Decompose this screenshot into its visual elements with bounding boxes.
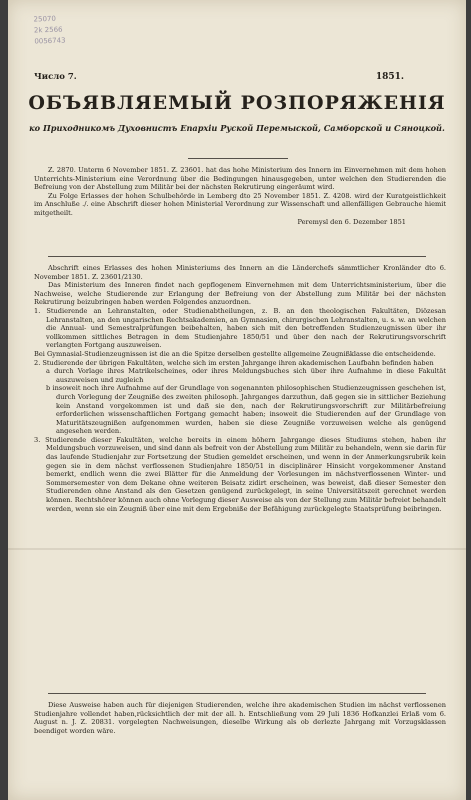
copy-paragraph: Das Ministerium des Inneren findet nach gepflogenem Einvernehmen mit dem Unterrichtsministerium, über die Nachweise, welche Studierende zur Erlangung der Befreiung von der Abstellung zum Militär bei der nächsten Rekrutirung beizubringen haben werden Folgendes anzuordnen.: [34, 281, 446, 307]
decree-paragraph: Z. 2870. Unterm 6 November 1851. Z. 23601. hat das hohe Ministerium des Innern im Einvernehmen mit dem hohen Unterrichts-Ministerium eine Verordnung über die Bedingungen hinausgegeben, unter welchen den Studierenden die Befreiung von der Abstellung zum Militär bei der nächsten Rekrutirung eingeräumt wird.: [34, 166, 446, 192]
decree-paragraph: Zu Folge Erlasses der hohen Schulbehörde in Lemberg dto 25 November 1851. Z. 4208. wird der Kuratgeistlichkeit im Anschluße ./. eine Abschrift dieser hohen Ministerial Verordnung zur Wissenschaft und allenfälligen Gebrauche hiemit mitgetheilt.: [34, 191, 446, 217]
document-subtitle: ко Приходникомъ Духовнистъ Епархiи Руской Перемыской, Самборской и Сяноцкой.: [29, 123, 445, 133]
sub-item: a durch Vorlage ihres Matrikelscheines, oder ihres Meldungsbuches sich über ihre Aufnahme in diese Fakultät auszuweisen und zugleich: [46, 367, 446, 384]
document-title: ОБЪЯВЛЯЕМЫЙ РОЗПОРЯЖЕНІЯ: [28, 92, 446, 114]
issue-year: 1851.: [375, 72, 404, 82]
list-item-continuation: Bei Gymnasial-Studienzeugnissen ist die an die Spitze derselben gestellte allgemeine Zeugnißklasse die entscheidende.: [34, 349, 436, 358]
divider: [188, 158, 288, 159]
list-item: 3. Studierende dieser Fakultäten, welche bereits in einem höhern Jahrgange dieses Studiums stehen, haben ihr Meldungsbuch vorzuweisen, und sind dann als befreit von der Abstellung zum Militär zu behandeln, wenn sie darin für das laufende Studienjahr zur Fortsetzung der Studien gemeldet erscheinen, und wenn in der Anmerkungsrubrik kein gegen sie in dem nächst verflossenen Studienjahre 1850/51 in disciplinärer Hinsicht vorgekommener Anstand bemerkt, endlich wenn die zwei Blätter für die Anmeldung der Vorlesungen im nächstverflossenen Winter- und Sommersemester von dem Dekane ohne weiteren Beisatz zidirt erscheinen, was beweist, daß dieser Semester den Studierenden ohne Anstand als den Gesetzen genügend zurückgelegt, in seine Universitätszeit gerechnet werden können. Rechtshörer können auch ohne Vorlegung dieser Ausweise als von der Stellung zum Militär befreiet behandelt werden, wenn sie ein Zeugniß über eine mit dem Ergebniße der Befähigung zurückgelegte Staatsprüfung beibringen.: [34, 435, 446, 513]
document-page: [8, 0, 466, 800]
archive-mark: 0056743: [34, 36, 66, 46]
copy-section: [34, 264, 446, 513]
decree-signature: Peremysl den 6. Dezember 1851: [297, 217, 406, 226]
copy-intro: Abschrift eines Erlasses des hohen Ministeriums des Innern an die Länderchefs sämmtlicher Kronländer dto 6. November 1851. Z. 23601/2130.: [34, 264, 446, 281]
divider: [48, 693, 426, 694]
paper-fold: [8, 548, 466, 550]
archive-marks: [33, 13, 65, 47]
issue-number: Число 7.: [34, 72, 77, 82]
divider: [48, 256, 426, 257]
sub-item: b insoweit noch ihre Aufnahme auf der Grundlage von sogenannten philosophischen Studienzeugnissen geschehen ist, durch Vorlegung der Zeugniße des zweiten philosoph. Jahrganges darzuthun, daß gegen sie in sittlicher Beziehung kein Anstand vorgekommen ist und daß sie den, nach der Rekrutirungsvorschrift zur Militärbefreiung erforderlichen wissenschaftlichen Fortgang gemacht haben; insoweit die Studierenden auf der Grundlage von Maturitätszeugnißen aufgenommen wurden, haben sie diese Zeugniße vorzuweisen welche als genügend angesehen werden.: [46, 384, 446, 436]
closing-paragraph: Diese Ausweise haben auch für diejenigen Studierenden, welche ihre akademischen Studien im nächst verflossenen Studienjahre vollendet haben,rücksichtlich der mit der all. h. Entschließung vom 29 Juli 1836 Hofkanzlei Erlaß vom 6. August n. J. Z. 20831. vorgelegten Nachweisungen, dieselbe Wirkung als ob derlezte Jahrgang mit Vorzugsklassen beendiget worden wäre.: [34, 701, 446, 735]
archive-mark: 25070: [33, 14, 57, 24]
list-item: 2. Studierende der übrigen Fakultäten, welche sich im ersten Jahrgange ihren akademischen Laufbahn befinden haben: [34, 358, 434, 367]
archive-mark: 2k 2566: [33, 25, 63, 35]
decree-section: [34, 166, 446, 226]
closing-section: [34, 701, 446, 735]
list-item: 1. Studierende an Lehranstalten, oder Studienabtheilungen, z. B. an den theologischen Fakultäten, Diözesan Lehranstalten, an den ungarischen Rechtsakademien, an Gymnasien, chirurgischen Lehranstalten, u. s. w. an welchen die Annual- und Semestralprüfungen beibehalten, haben sich mit den betreffenden Studienzeugnissen über ihr vollkommen sittliches Betragen in dem Studienjahre 1850/51 und über den nach der Rekrutirungsvorschrift verlangten Fortgang auszuweisen.: [34, 306, 446, 350]
